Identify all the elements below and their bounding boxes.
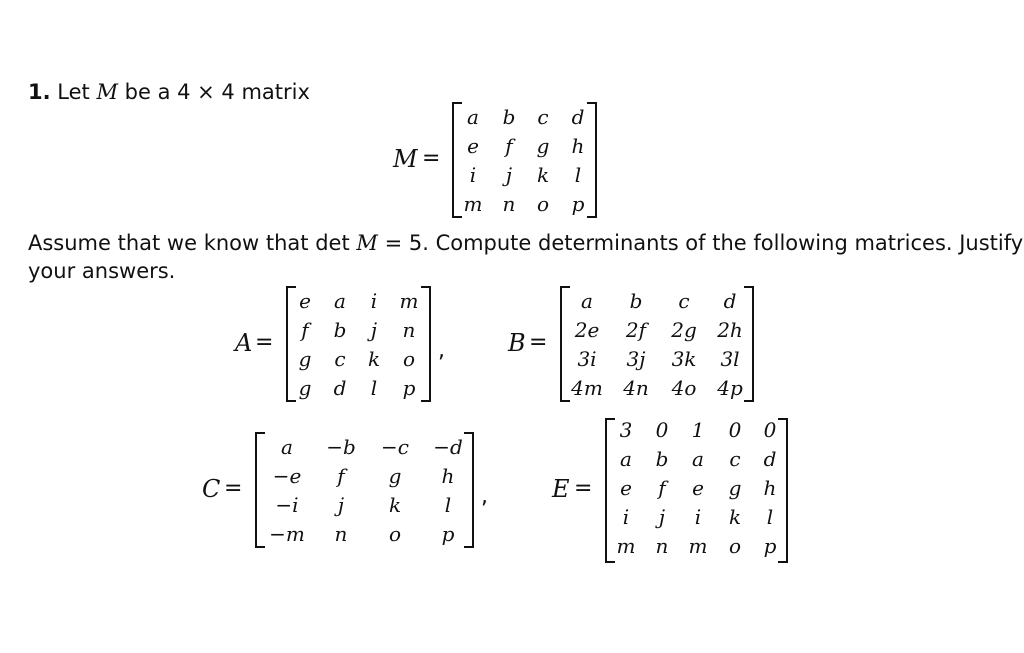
- matrix-C-entry: a: [281, 435, 293, 459]
- matrix-E-entry: m: [616, 534, 636, 558]
- matrix-M-entry: j: [505, 163, 513, 187]
- matrix-M: [452, 102, 597, 218]
- matrix-A-comma: ,: [438, 338, 445, 363]
- assume-rest: Compute determinants of the following matrices. Justify: [435, 231, 1024, 255]
- matrix-E-entry: a: [620, 447, 632, 471]
- assume-line-2: your answers.: [28, 259, 176, 283]
- matrix-E-entry: i: [694, 505, 702, 529]
- intro-var: M: [96, 80, 118, 104]
- matrix-C-entry: n: [334, 522, 348, 546]
- matrix-E-entry: k: [728, 505, 742, 529]
- matrix-A-entry: m: [399, 289, 419, 313]
- matrix-C-entry: p: [441, 522, 455, 546]
- matrix-B-entry: 4m: [571, 376, 603, 400]
- matrix-M-entry: b: [502, 105, 516, 129]
- matrix-C-entry: −m: [269, 522, 305, 546]
- matrix-A-entry: p: [402, 376, 416, 400]
- matrix-E-entry: 1: [691, 418, 705, 442]
- matrix-E-entry: i: [622, 505, 630, 529]
- matrix-E-entry: 3: [619, 418, 633, 442]
- matrix-E: [605, 418, 788, 563]
- matrix-C-comma: ,: [481, 484, 488, 509]
- matrix-M-entry: e: [467, 134, 479, 158]
- matrix-M-entry: g: [536, 134, 550, 158]
- matrix-E-equals: =: [574, 476, 593, 501]
- matrix-C-entry: l: [444, 493, 452, 517]
- matrix-E-entry: d: [763, 447, 777, 471]
- matrix-B-equals: =: [529, 330, 548, 355]
- matrix-A-equals: =: [255, 330, 274, 355]
- matrix-E-entry: a: [692, 447, 704, 471]
- assume-var: M: [356, 231, 378, 255]
- matrix-C-equals: =: [224, 476, 243, 501]
- matrix-A-entry: n: [402, 318, 416, 342]
- matrix-M-entry: h: [571, 134, 585, 158]
- matrix-C-entry: g: [388, 464, 402, 488]
- matrix-E-entry: 0: [728, 418, 742, 442]
- matrix-C-entry: o: [388, 522, 402, 546]
- matrix-A-entry: l: [370, 376, 378, 400]
- matrix-E-entry: b: [655, 447, 669, 471]
- matrix-M-entry: n: [502, 192, 516, 216]
- matrix-A-entry: i: [370, 289, 378, 313]
- bracket-left: [255, 432, 265, 548]
- matrix-M-entry: f: [505, 134, 513, 158]
- matrix-M-entry: d: [571, 105, 585, 129]
- matrix-C-name: C: [202, 475, 221, 503]
- matrix-B: [560, 286, 754, 402]
- matrix-E-name: E: [552, 475, 570, 503]
- matrix-B-entry: 2e: [574, 318, 600, 342]
- matrix-B-entry: 3k: [671, 347, 697, 371]
- matrix-C-entry: f: [337, 464, 345, 488]
- matrix-C-entry: −e: [272, 464, 302, 488]
- matrix-M-entry: c: [537, 105, 549, 129]
- matrix-M-entry: o: [536, 192, 550, 216]
- matrix-E-entry: l: [766, 505, 774, 529]
- matrix-A-entry: g: [298, 376, 312, 400]
- matrix-C: [255, 432, 474, 548]
- matrix-M-entry: l: [574, 163, 582, 187]
- matrix-C-entry: k: [388, 493, 402, 517]
- matrix-C-entry: h: [441, 464, 455, 488]
- matrix-A-entry: a: [334, 289, 346, 313]
- matrix-C-entry: −d: [433, 435, 463, 459]
- matrix-B-entry: 4p: [717, 376, 743, 400]
- matrix-E-entry: f: [658, 476, 666, 500]
- matrix-E-entry: p: [763, 534, 777, 558]
- matrix-E-entry: e: [692, 476, 704, 500]
- matrix-M-entry: m: [463, 192, 483, 216]
- matrix-M-entry: k: [536, 163, 550, 187]
- matrix-C-entry: −i: [275, 493, 299, 517]
- matrix-A-entry: c: [334, 347, 346, 371]
- matrix-M-entry: a: [467, 105, 479, 129]
- matrix-B-name: B: [508, 329, 526, 357]
- matrix-B-entry: 2h: [717, 318, 743, 342]
- intro-mid: be a 4 × 4 matrix: [124, 80, 310, 104]
- matrix-E-entry: m: [688, 534, 708, 558]
- matrix-E-entry: g: [728, 476, 742, 500]
- matrix-A: [286, 286, 431, 402]
- matrix-A-name: A: [235, 329, 253, 357]
- intro-prefix: Let: [57, 80, 90, 104]
- matrix-C-entry: −c: [381, 435, 409, 459]
- matrix-B-entry: 2g: [671, 318, 697, 342]
- matrix-B-entry: a: [581, 289, 593, 313]
- matrix-E-entry: h: [763, 476, 777, 500]
- matrix-E-entry: 0: [655, 418, 669, 442]
- matrix-M-entry: i: [469, 163, 477, 187]
- assume-eq: = 5.: [384, 231, 429, 255]
- matrix-B-entry: 3l: [720, 347, 740, 371]
- matrix-A-entry: k: [367, 347, 381, 371]
- matrix-E-entry: n: [655, 534, 669, 558]
- matrix-C-entry: −b: [326, 435, 356, 459]
- matrix-B-entry: b: [629, 289, 643, 313]
- matrix-A-entry: f: [301, 318, 309, 342]
- matrix-M-equals: =: [422, 146, 441, 171]
- matrix-E-entry: j: [658, 505, 666, 529]
- matrix-E-entry: 0: [763, 418, 777, 442]
- matrix-A-entry: d: [333, 376, 347, 400]
- matrix-B-entry: d: [723, 289, 737, 313]
- matrix-A-entry: e: [299, 289, 311, 313]
- problem-line-1: [28, 80, 310, 104]
- matrix-A-entry: o: [402, 347, 416, 371]
- matrix-E-entry: c: [729, 447, 741, 471]
- matrix-A-entry: j: [370, 318, 378, 342]
- assume-line-1: [28, 231, 1023, 255]
- assume-prefix: Assume that we know that det: [28, 231, 350, 255]
- matrix-B-entry: 4n: [623, 376, 649, 400]
- matrix-C-entry: j: [337, 493, 345, 517]
- matrix-B-entry: c: [678, 289, 690, 313]
- matrix-A-entry: g: [298, 347, 312, 371]
- matrix-B-entry: 2f: [625, 318, 647, 342]
- matrix-M-name: M: [393, 145, 418, 173]
- matrix-A-entry: b: [333, 318, 347, 342]
- matrix-M-entry: p: [571, 192, 585, 216]
- matrix-E-entry: o: [728, 534, 742, 558]
- matrix-E-entry: e: [620, 476, 632, 500]
- matrix-B-entry: 3j: [626, 347, 646, 371]
- matrix-B-entry: 3i: [577, 347, 597, 371]
- matrix-B-entry: 4o: [671, 376, 697, 400]
- problem-number: 1.: [28, 80, 51, 104]
